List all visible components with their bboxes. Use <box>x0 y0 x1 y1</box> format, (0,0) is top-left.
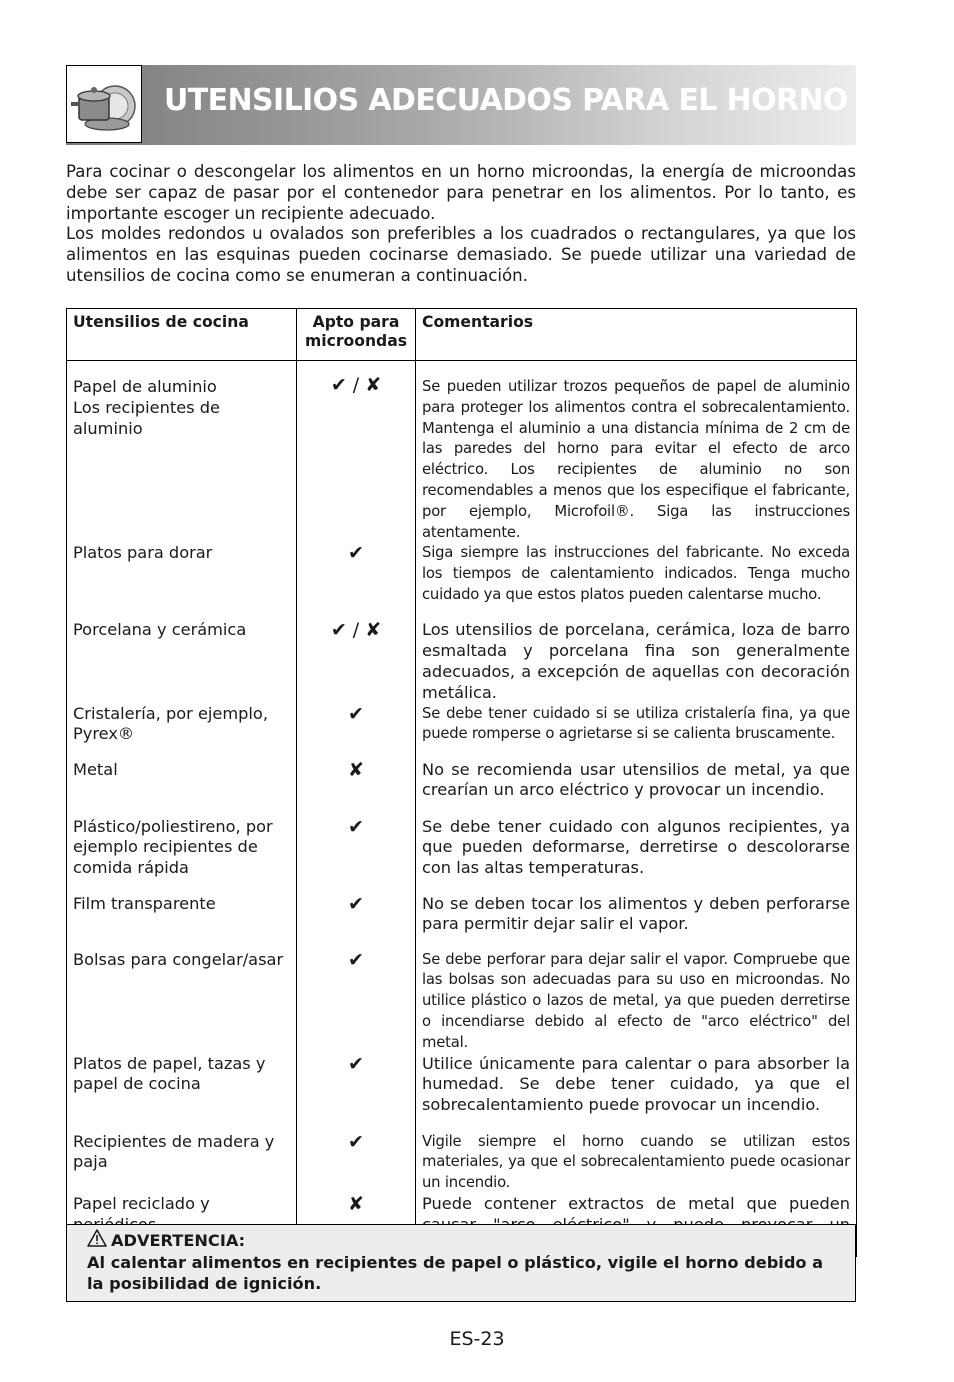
comment-cell: Los utensilios de porcelana, cerámica, loza de barro esmaltada y porcelana fina son generalmente adecuados, a excepción de aquellas con decoración metálica. <box>416 620 857 703</box>
utensil-cell: Film transparente <box>67 894 297 950</box>
comment-cell: No se recomienda usar utensilios de metal, ya que crearían un arco eléctrico y provocar un incendio. <box>416 760 857 817</box>
utensil-cell: Papel reciclado y <box>67 1194 297 1257</box>
suitable-cell: ✘ <box>297 760 416 817</box>
suitable-cell: ✔ <box>297 543 416 620</box>
column-header-utensil: Utensilios de cocina <box>67 309 297 361</box>
warning-text: Al calentar alimentos en recipientes de papel o plástico, vigile el horno debido a la posibilidad de ignición. <box>87 1253 824 1293</box>
column-header-comments: Comentarios <box>416 309 857 361</box>
table-row <box>67 950 857 1054</box>
comment-cell: Siga siempre las instrucciones del fabricante. No exceda los tiempos de calentamiento indicados. Tenga mucho cuidado ya que estos platos pueden calentarse mucho. <box>416 543 857 620</box>
table-row <box>67 817 857 894</box>
warning-heading <box>87 1229 835 1252</box>
suitable-cell: ✔ <box>297 704 416 760</box>
intro-paragraph: Para cocinar o descongelar los alimentos en un horno microondas, la energía de microondas debe ser capaz de pasar por el contenedor para penetrar en los alimentos. Por lo tanto, es importante escoger un recipiente adecuado. <box>66 162 856 223</box>
utensil-cell: Platos de papel, tazas y papel de cocina <box>67 1054 297 1132</box>
comment-cell: Se debe perforar para dejar salir el vapor. Compruebe que las bolsas son adecuadas para su uso en microondas. No utilice plástico o lazos de metal, ya que pueden derretirse o incendiarse debido al efecto de "arco eléctrico" del metal. <box>416 950 857 1054</box>
table-row <box>67 704 857 760</box>
page-header <box>66 65 856 145</box>
utensil-cell: Recipientes de madera y paja <box>67 1132 297 1194</box>
intro-paragraph: Los moldes redondos u ovalados son preferibles a los cuadrados o rectangulares, ya que los alimentos en las esquinas pueden cocinarse demasiado. Se puede utilizar una variedad de utensilios de cocina como se enumeran a continuación. <box>66 224 856 285</box>
utensil-cell: Bolsas para congelar/asar <box>67 950 297 1054</box>
column-header-suitable: Apto para microondas <box>297 309 416 361</box>
comment-cell: Se debe tener cuidado si se utiliza cristalería fina, ya que puede romperse o agrietarse si se calienta bruscamente. <box>416 704 857 760</box>
utensil-cell: Cristalería, por ejemplo, Pyrex® <box>67 704 297 760</box>
table-row <box>67 361 857 544</box>
suitable-cell: ✔ / ✘ <box>297 361 416 544</box>
page-number: ES-23 <box>449 1328 505 1350</box>
table-row <box>67 1132 857 1194</box>
comment-cell: Se debe tener cuidado con algunos recipientes, ya que pueden deformarse, derretirse o descolorarse con las altas temperaturas. <box>416 817 857 894</box>
suitable-cell: ✔ <box>297 1132 416 1194</box>
suitable-cell: ✔ <box>297 950 416 1054</box>
comment-cell: Vigile siempre el horno cuando se utilizan estos materiales, ya que el sobrecalentamiento puede ocasionar un incendio. <box>416 1132 857 1194</box>
suitable-cell: ✔ <box>297 894 416 950</box>
suitable-cell: ✔ <box>297 817 416 894</box>
utensil-cell: Metal <box>67 760 297 817</box>
suitable-cell: ✔ <box>297 1054 416 1132</box>
warning-title: ADVERTENCIA: <box>111 1231 246 1250</box>
utensil-cell: Plástico/poliestireno, por ejemplo recipientes de comida rápida <box>67 817 297 894</box>
table-row <box>67 543 857 620</box>
utensil-cell: Platos para dorar <box>67 543 297 620</box>
table-header-row <box>67 309 857 361</box>
utensils-table <box>66 308 857 1257</box>
utensil-cell: Porcelana y cerámica <box>67 620 297 703</box>
table-row <box>67 894 857 950</box>
suitable-cell: ✘ <box>297 1194 416 1257</box>
suitable-cell: ✔ / ✘ <box>297 620 416 703</box>
cookware-icon <box>66 65 142 143</box>
comment-cell: Se pueden utilizar trozos pequeños de papel de aluminio para proteger los alimentos contra el sobrecalentamiento. Mantenga el aluminio a una distancia mínima de 2 cm de las paredes del horno para evitar el efecto de arco eléctrico. Los recipientes de aluminio no son recomendables a menos que los especifique el fabricante, por ejemplo, Microfoil®. Siga las instrucciones atentamente. <box>416 361 857 544</box>
comment-cell: Utilice únicamente para calentar o para absorber la humedad. Se debe tener cuidado, ya que el sobrecalentamiento puede provocar un incendio. <box>416 1054 857 1132</box>
utensil-cell: Papel de aluminio Los recipientes de aluminio <box>67 361 297 544</box>
table-row <box>67 760 857 817</box>
page-title: UTENSILIOS ADECUADOS PARA EL HORNO <box>164 83 848 118</box>
warning-box <box>66 1224 856 1302</box>
comment-cell: No se deben tocar los alimentos y deben perforarse para permitir dejar salir el vapor. <box>416 894 857 950</box>
table-row <box>67 1054 857 1132</box>
intro-text <box>66 162 856 287</box>
warning-triangle-icon <box>87 1229 107 1252</box>
comment-cell: Puede contener extractos de metal que pueden <box>416 1194 857 1257</box>
table-row <box>67 620 857 703</box>
